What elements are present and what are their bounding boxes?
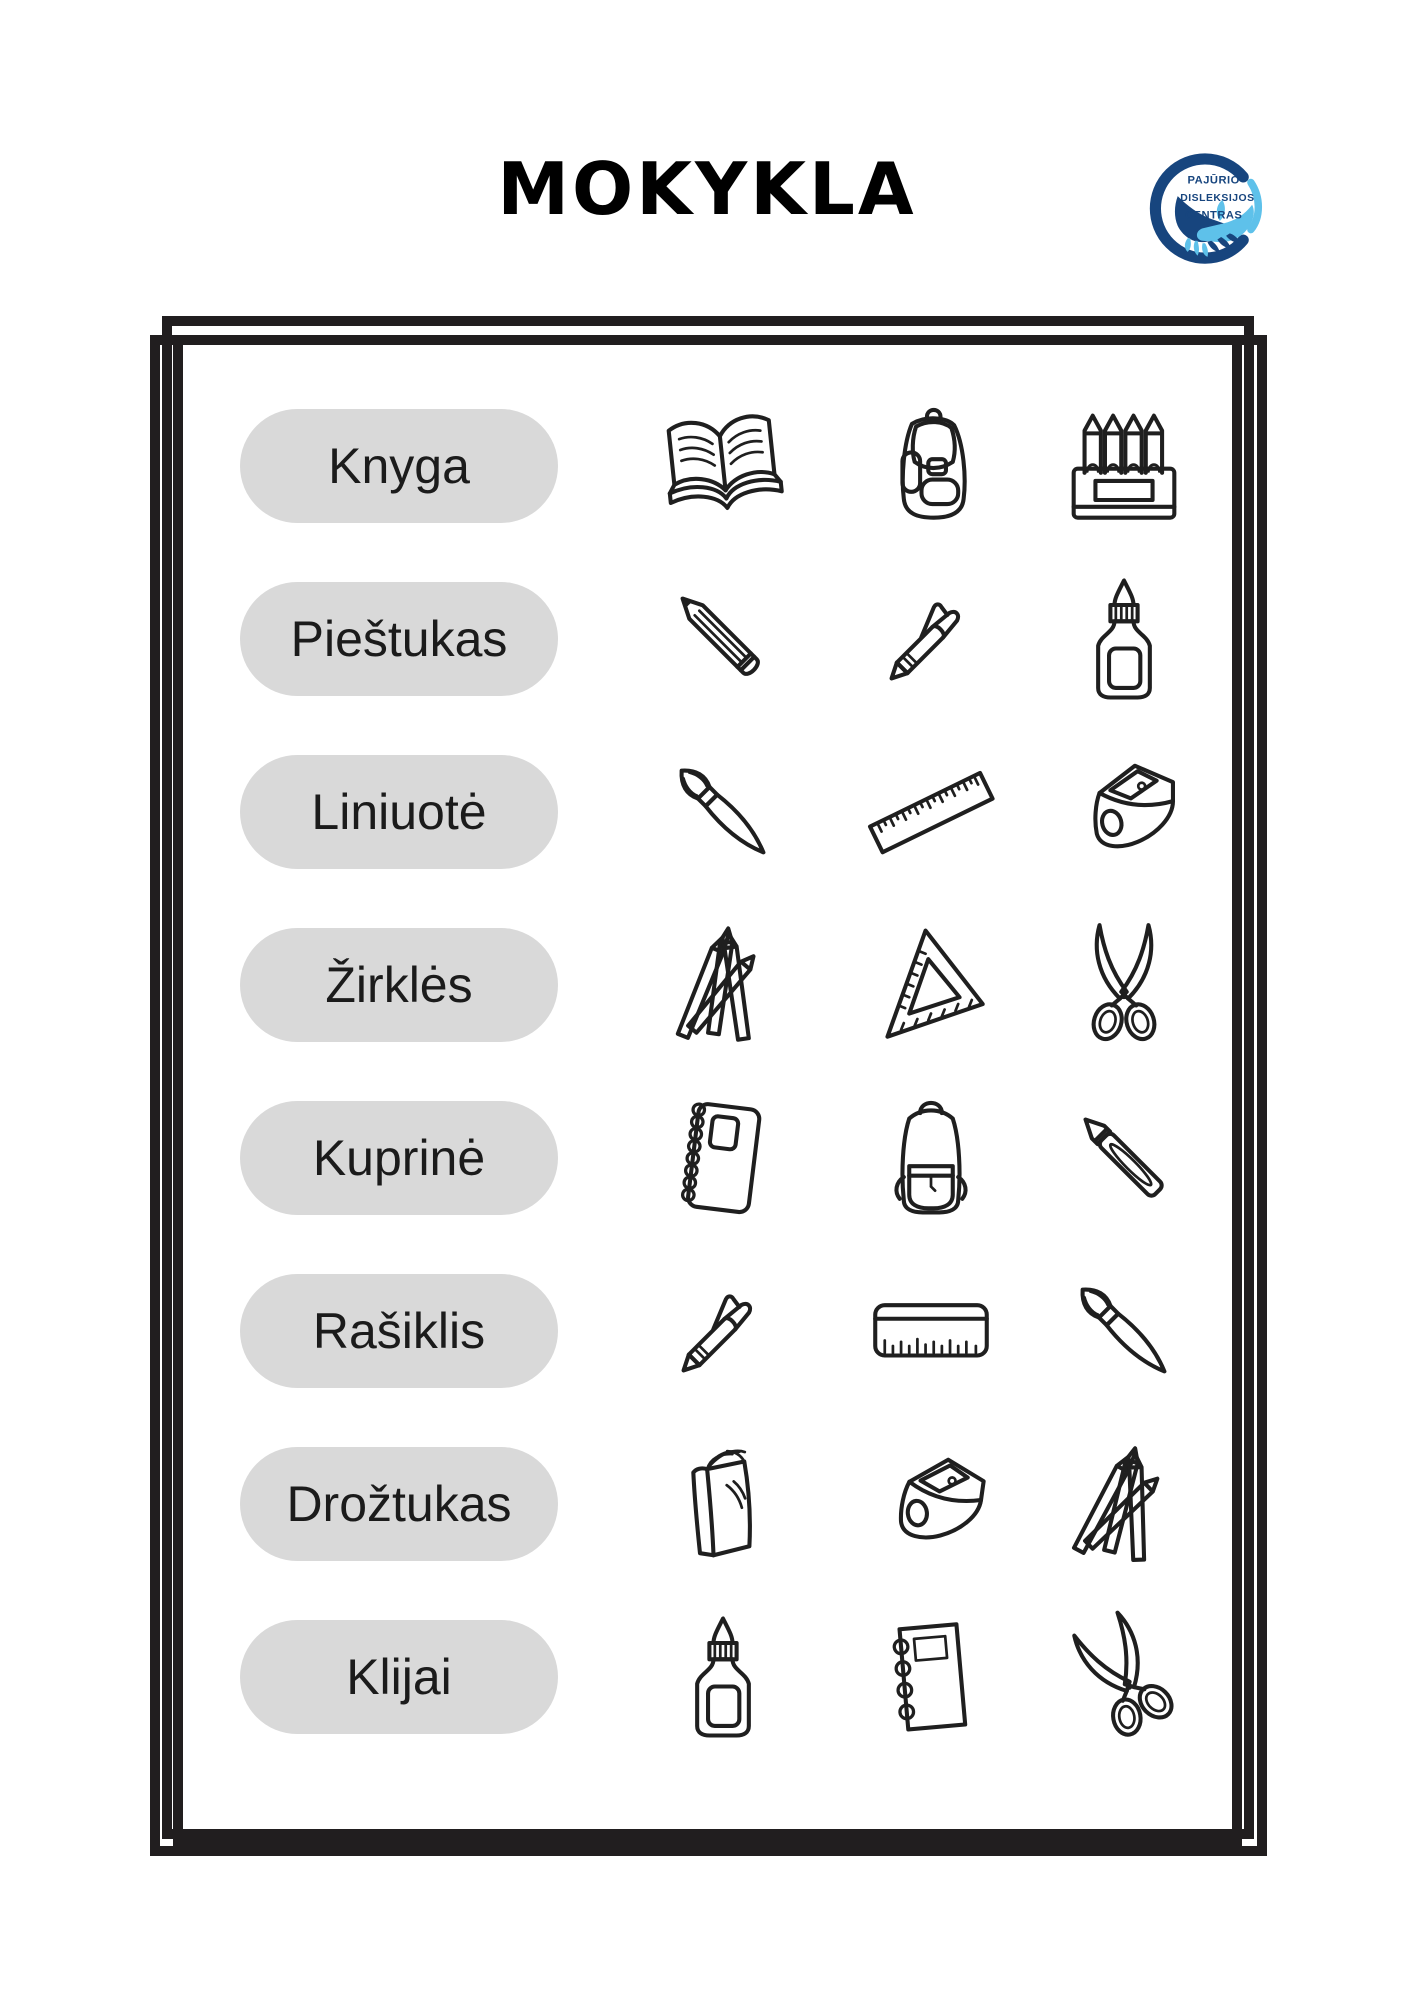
notebook-icon[interactable] bbox=[863, 1609, 999, 1745]
book-icon[interactable] bbox=[655, 1436, 791, 1572]
handshake-logo-icon bbox=[1143, 148, 1267, 274]
glue-bottle-icon[interactable] bbox=[655, 1609, 791, 1745]
svg-text:CENTRAS: CENTRAS bbox=[1184, 209, 1243, 222]
center-logo bbox=[1143, 148, 1267, 274]
svg-text:DISLEKSIJOS: DISLEKSIJOS bbox=[1180, 193, 1255, 205]
set-square-icon[interactable] bbox=[863, 917, 999, 1053]
match-row-rasiklis bbox=[0, 1244, 1414, 1417]
svg-text:PAJŪRIO: PAJŪRIO bbox=[1187, 174, 1240, 187]
ruler-icon[interactable] bbox=[863, 744, 999, 880]
word-pill[interactable]: Rašiklis bbox=[240, 1274, 558, 1388]
word-pill[interactable]: Knyga bbox=[240, 409, 558, 523]
match-row-kuprine bbox=[0, 1071, 1414, 1244]
word-pill[interactable]: Drožtukas bbox=[240, 1447, 558, 1561]
scissors-icon[interactable] bbox=[1056, 1609, 1192, 1745]
open-book-icon[interactable] bbox=[655, 398, 791, 534]
crayons-icon[interactable] bbox=[1056, 1436, 1192, 1572]
scissors-icon[interactable] bbox=[1056, 917, 1192, 1053]
sharpener-icon[interactable] bbox=[863, 1436, 999, 1572]
match-row-piestukas bbox=[0, 552, 1414, 725]
word-pill[interactable]: Klijai bbox=[240, 1620, 558, 1734]
word-pill[interactable]: Žirklės bbox=[240, 928, 558, 1042]
word-pill[interactable]: Liniuotė bbox=[240, 755, 558, 869]
backpack-icon[interactable] bbox=[863, 1090, 999, 1226]
crayon-icon[interactable] bbox=[1056, 1090, 1192, 1226]
spiral-notebook-icon[interactable] bbox=[655, 1090, 791, 1226]
match-row-droztukas bbox=[0, 1417, 1414, 1590]
match-row-liniuote bbox=[0, 725, 1414, 898]
pen-icon[interactable] bbox=[863, 571, 999, 707]
paintbrush-icon[interactable] bbox=[655, 744, 791, 880]
pencil-icon[interactable] bbox=[655, 571, 791, 707]
page-title: MOKYKLA bbox=[497, 147, 917, 231]
sharpener-icon[interactable] bbox=[1056, 744, 1192, 880]
match-row-klijai bbox=[0, 1590, 1414, 1763]
ruler-icon[interactable] bbox=[863, 1263, 999, 1399]
word-pill[interactable]: Pieštukas bbox=[240, 582, 558, 696]
glue-bottle-icon[interactable] bbox=[1056, 571, 1192, 707]
match-row-zirkles bbox=[0, 898, 1414, 1071]
crayons-icon[interactable] bbox=[655, 917, 791, 1053]
crayon-box-icon[interactable] bbox=[1056, 398, 1192, 534]
pen-icon[interactable] bbox=[655, 1263, 791, 1399]
match-row-knyga bbox=[0, 379, 1414, 552]
backpack-icon[interactable] bbox=[863, 398, 999, 534]
paintbrush-icon[interactable] bbox=[1056, 1263, 1192, 1399]
matching-exercise bbox=[0, 379, 1414, 1763]
word-pill[interactable]: Kuprinė bbox=[240, 1101, 558, 1215]
